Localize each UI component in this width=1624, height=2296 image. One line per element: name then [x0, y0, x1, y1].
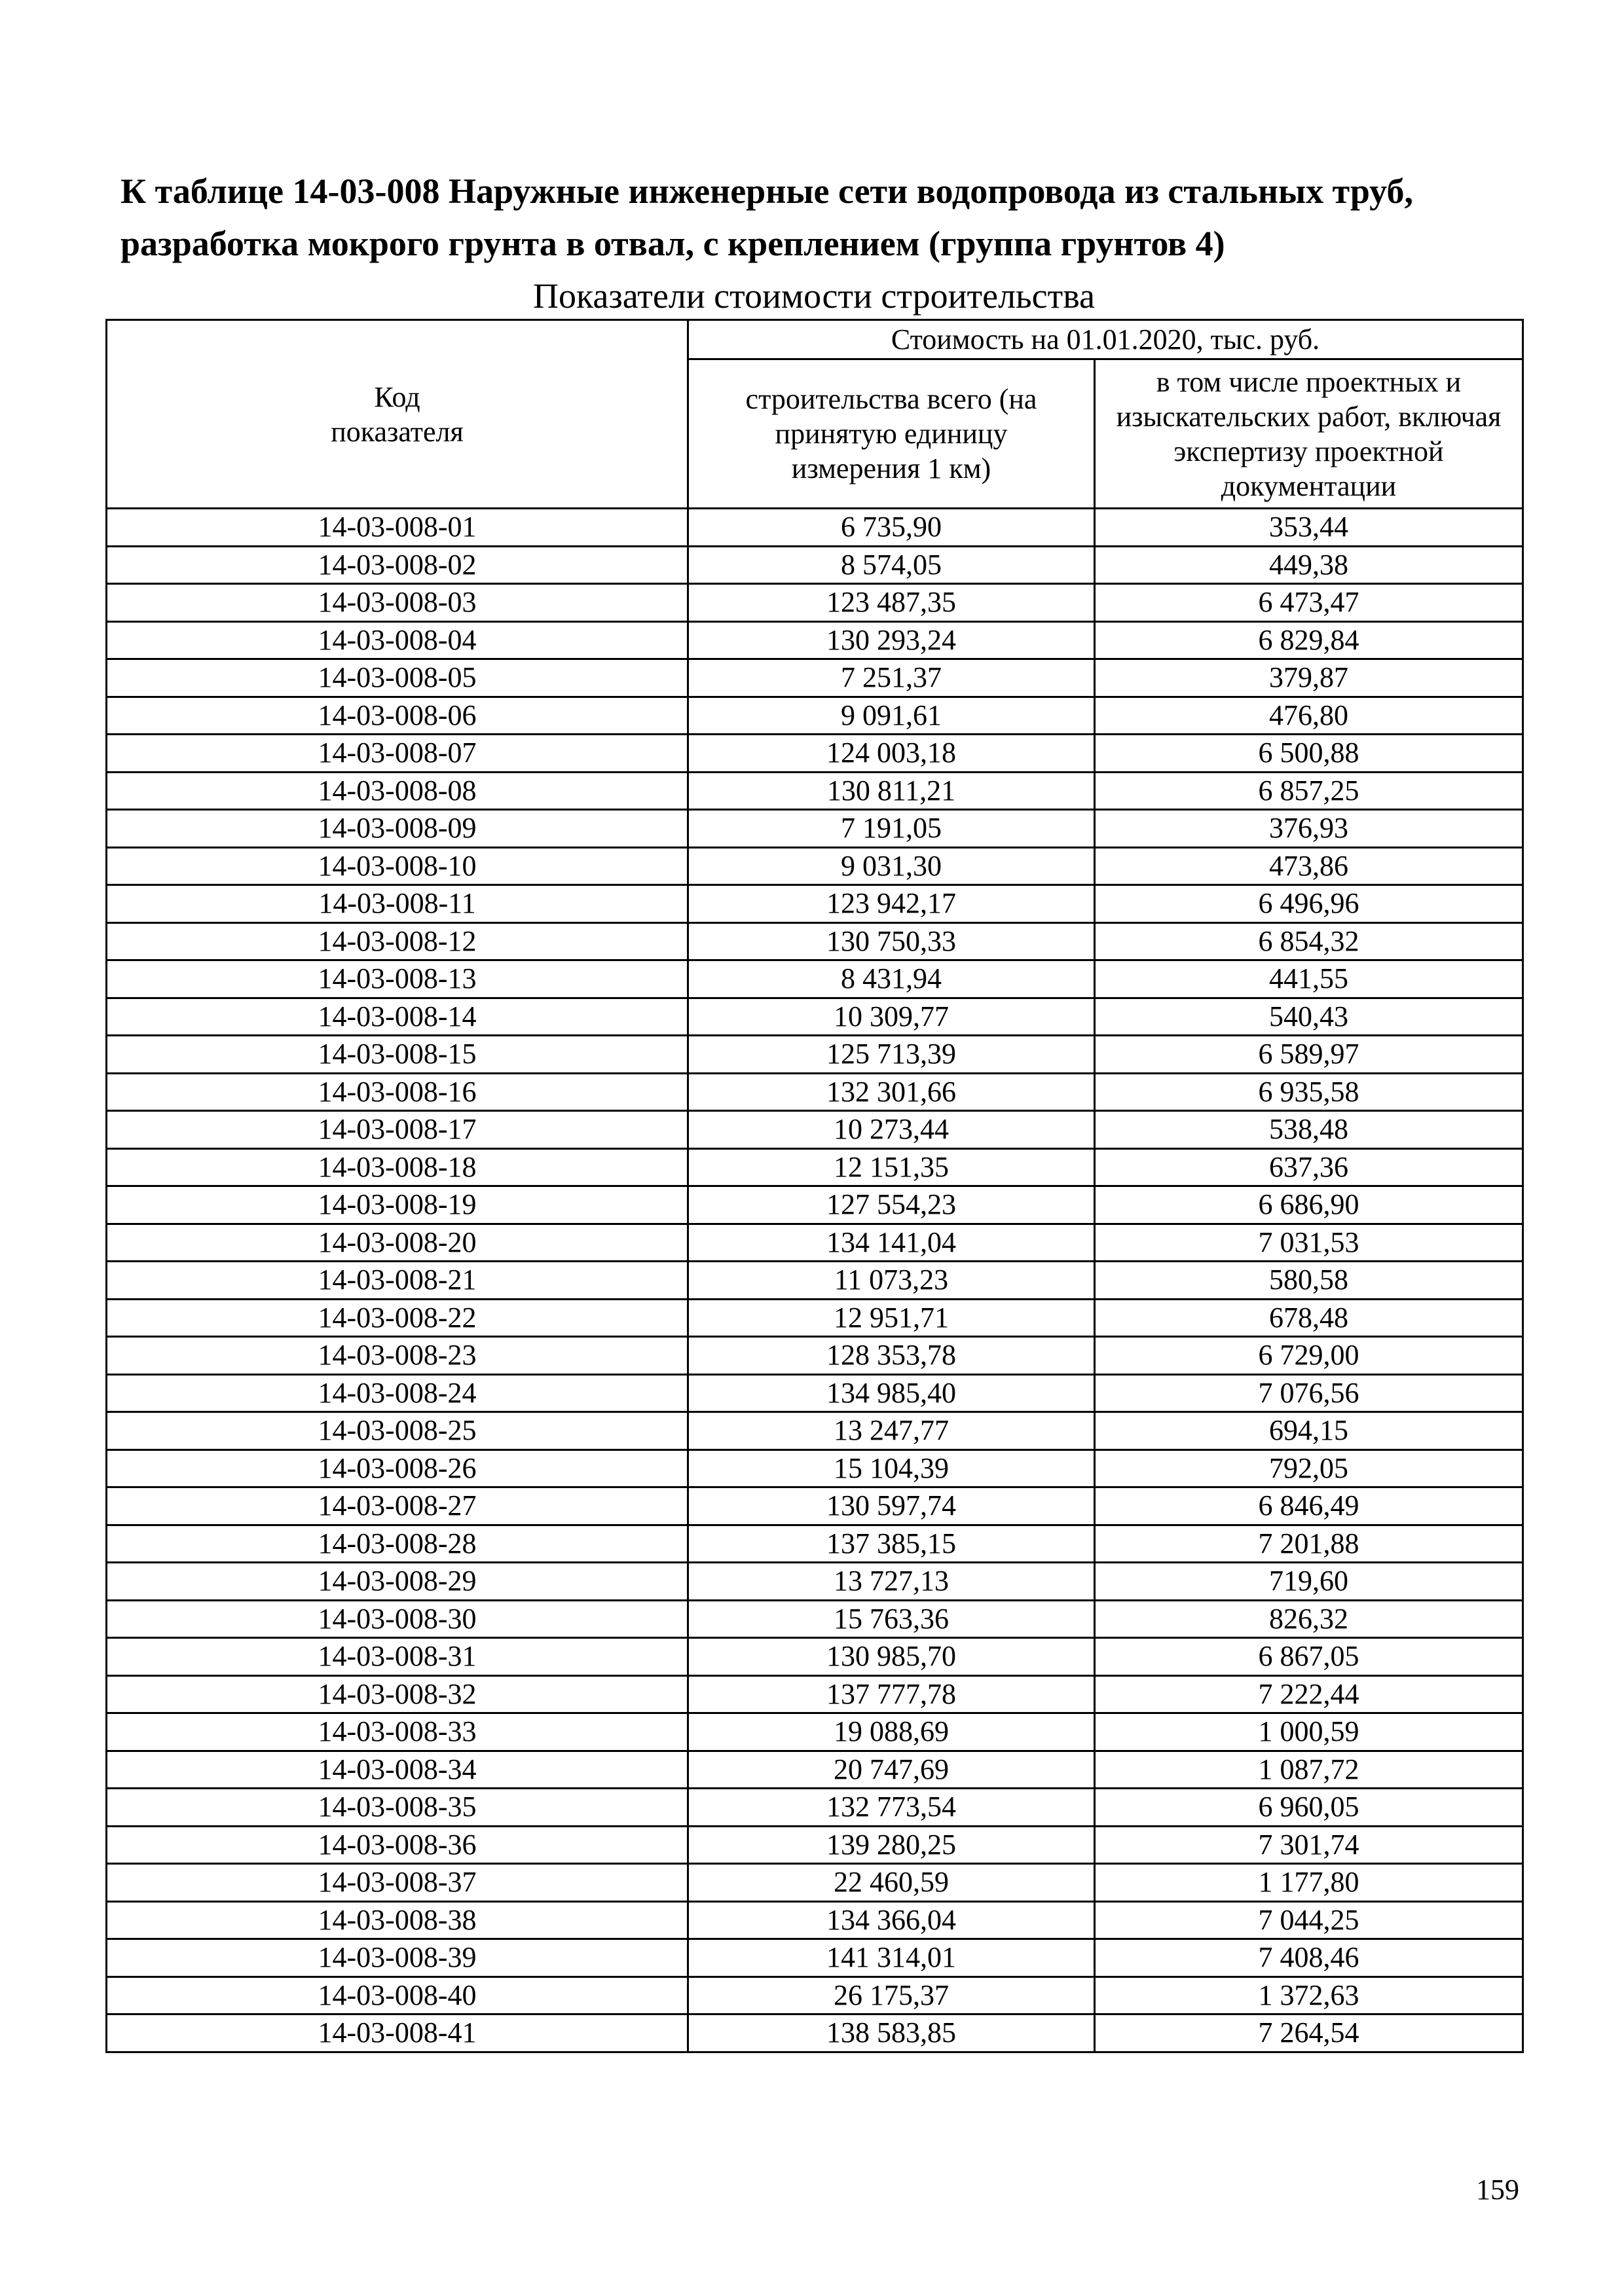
cell-total: 123 487,35	[688, 584, 1095, 622]
table-row	[107, 998, 1523, 1036]
cell-total: 137 385,15	[688, 1525, 1095, 1563]
cell-design: 826,32	[1095, 1600, 1523, 1638]
cell-design: 6 935,58	[1095, 1073, 1523, 1111]
cell-code: 14-03-008-16	[107, 1073, 688, 1111]
cell-design: 1 177,80	[1095, 1864, 1523, 1902]
cell-code: 14-03-008-25	[107, 1412, 688, 1450]
cell-code: 14-03-008-24	[107, 1374, 688, 1412]
header-total	[688, 359, 1095, 509]
cell-total: 6 735,90	[688, 509, 1095, 547]
cell-design: 6 729,00	[1095, 1337, 1523, 1375]
table-row	[107, 1374, 1523, 1412]
cell-total: 130 293,24	[688, 621, 1095, 659]
cell-total: 130 597,74	[688, 1487, 1095, 1525]
table-row	[107, 1675, 1523, 1713]
cell-total: 15 763,36	[688, 1600, 1095, 1638]
cell-code: 14-03-008-08	[107, 772, 688, 810]
cell-code: 14-03-008-22	[107, 1299, 688, 1337]
cell-total: 13 247,77	[688, 1412, 1095, 1450]
table-row	[107, 1713, 1523, 1751]
cell-design: 540,43	[1095, 998, 1523, 1036]
cell-design: 7 408,46	[1095, 1939, 1523, 1977]
table-row	[107, 1262, 1523, 1300]
heading-line-1: К таблице 14-03-008 Наружные инженерные сети водопровода из стальных труб,	[120, 172, 1413, 211]
cell-design: 6 686,90	[1095, 1186, 1523, 1224]
table-row	[107, 1449, 1523, 1487]
cell-total: 132 301,66	[688, 1073, 1095, 1111]
cell-code: 14-03-008-41	[107, 2014, 688, 2052]
cell-code: 14-03-008-40	[107, 1977, 688, 2014]
cell-code: 14-03-008-04	[107, 621, 688, 659]
table-row	[107, 1525, 1523, 1563]
cell-code: 14-03-008-07	[107, 735, 688, 773]
cell-design: 379,87	[1095, 659, 1523, 697]
cell-code: 14-03-008-18	[107, 1148, 688, 1186]
table-row	[107, 1337, 1523, 1375]
cell-code: 14-03-008-34	[107, 1751, 688, 1789]
table-row	[107, 847, 1523, 885]
header-code-label: Код показателя	[331, 380, 464, 448]
cell-design: 6 496,96	[1095, 885, 1523, 923]
cell-code: 14-03-008-06	[107, 697, 688, 735]
table-row	[107, 1563, 1523, 1601]
table-row	[107, 810, 1523, 848]
cell-total: 19 088,69	[688, 1713, 1095, 1751]
cell-code: 14-03-008-13	[107, 960, 688, 998]
cell-total: 134 985,40	[688, 1374, 1095, 1412]
cell-code: 14-03-008-37	[107, 1864, 688, 1902]
cell-total: 10 273,44	[688, 1111, 1095, 1149]
cell-design: 476,80	[1095, 697, 1523, 735]
cell-code: 14-03-008-03	[107, 584, 688, 622]
cell-total: 130 985,70	[688, 1638, 1095, 1676]
cell-code: 14-03-008-39	[107, 1939, 688, 1977]
cell-total: 134 141,04	[688, 1224, 1095, 1262]
table-row	[107, 1638, 1523, 1676]
cell-total: 130 811,21	[688, 772, 1095, 810]
cell-code: 14-03-008-11	[107, 885, 688, 923]
table-row	[107, 2014, 1523, 2052]
table-row	[107, 1036, 1523, 1074]
cell-total: 7 191,05	[688, 810, 1095, 848]
cell-total: 128 353,78	[688, 1337, 1095, 1375]
table-row	[107, 735, 1523, 773]
cell-code: 14-03-008-30	[107, 1600, 688, 1638]
cell-design: 7 222,44	[1095, 1675, 1523, 1713]
cell-code: 14-03-008-27	[107, 1487, 688, 1525]
cell-total: 10 309,77	[688, 998, 1095, 1036]
table-row	[107, 659, 1523, 697]
cell-design: 7 264,54	[1095, 2014, 1523, 2052]
table-row	[107, 697, 1523, 735]
cell-code: 14-03-008-02	[107, 546, 688, 584]
cell-total: 8 431,94	[688, 960, 1095, 998]
cell-design: 6 829,84	[1095, 621, 1523, 659]
cell-design: 6 857,25	[1095, 772, 1523, 810]
table-row	[107, 1826, 1523, 1864]
table-row	[107, 1864, 1523, 1902]
cell-design: 6 473,47	[1095, 584, 1523, 622]
table-row	[107, 885, 1523, 923]
cell-code: 14-03-008-12	[107, 922, 688, 960]
cell-design: 441,55	[1095, 960, 1523, 998]
cell-code: 14-03-008-38	[107, 1901, 688, 1939]
cell-code: 14-03-008-14	[107, 998, 688, 1036]
cell-design: 376,93	[1095, 810, 1523, 848]
table-row	[107, 1073, 1523, 1111]
table-row	[107, 1186, 1523, 1224]
table-row	[107, 1939, 1523, 1977]
cell-code: 14-03-008-17	[107, 1111, 688, 1149]
table-row	[107, 1148, 1523, 1186]
header-code	[107, 320, 688, 509]
table-row	[107, 1977, 1523, 2014]
cell-code: 14-03-008-15	[107, 1036, 688, 1074]
cell-total: 9 031,30	[688, 847, 1095, 885]
cell-total: 138 583,85	[688, 2014, 1095, 2052]
table-body	[107, 509, 1523, 2052]
cell-code: 14-03-008-05	[107, 659, 688, 697]
page-number: 159	[1476, 2174, 1519, 2206]
cell-total: 127 554,23	[688, 1186, 1095, 1224]
cell-design: 353,44	[1095, 509, 1523, 547]
cell-total: 123 942,17	[688, 885, 1095, 923]
table-row	[107, 1111, 1523, 1149]
table-row	[107, 1901, 1523, 1939]
cell-design: 1 372,63	[1095, 1977, 1523, 2014]
cell-code: 14-03-008-20	[107, 1224, 688, 1262]
cell-total: 124 003,18	[688, 735, 1095, 773]
document-heading	[120, 165, 1528, 270]
cell-design: 1 087,72	[1095, 1751, 1523, 1789]
cell-total: 130 750,33	[688, 922, 1095, 960]
table-row	[107, 1789, 1523, 1827]
table-row	[107, 1487, 1523, 1525]
cell-total: 132 773,54	[688, 1789, 1095, 1827]
cell-total: 7 251,37	[688, 659, 1095, 697]
cell-design: 6 500,88	[1095, 735, 1523, 773]
cell-code: 14-03-008-32	[107, 1675, 688, 1713]
cell-design: 473,86	[1095, 847, 1523, 885]
table-row	[107, 1600, 1523, 1638]
cell-design: 6 846,49	[1095, 1487, 1523, 1525]
heading-line-2: разработка мокрого грунта в отвал, с креплением (группа грунтов 4)	[120, 224, 1225, 263]
cell-design: 7 201,88	[1095, 1525, 1523, 1563]
cell-total: 26 175,37	[688, 1977, 1095, 2014]
cell-design: 719,60	[1095, 1563, 1523, 1601]
table-row	[107, 546, 1523, 584]
cell-total: 137 777,78	[688, 1675, 1095, 1713]
cell-design: 7 076,56	[1095, 1374, 1523, 1412]
cell-total: 139 280,25	[688, 1826, 1095, 1864]
cell-code: 14-03-008-21	[107, 1262, 688, 1300]
cell-code: 14-03-008-10	[107, 847, 688, 885]
cell-total: 134 366,04	[688, 1901, 1095, 1939]
cell-code: 14-03-008-26	[107, 1449, 688, 1487]
cell-design: 6 867,05	[1095, 1638, 1523, 1676]
table-row	[107, 960, 1523, 998]
cell-design: 678,48	[1095, 1299, 1523, 1337]
cell-total: 13 727,13	[688, 1563, 1095, 1601]
cell-design: 7 031,53	[1095, 1224, 1523, 1262]
cell-design: 6 589,97	[1095, 1036, 1523, 1074]
cell-design: 637,36	[1095, 1148, 1523, 1186]
cell-design: 538,48	[1095, 1111, 1523, 1149]
cell-design: 6 854,32	[1095, 922, 1523, 960]
table-caption: Показатели стоимости строительства	[532, 276, 1095, 316]
cost-indicators-table	[105, 319, 1524, 2053]
header-design	[1095, 359, 1523, 509]
cell-code: 14-03-008-36	[107, 1826, 688, 1864]
cell-total: 12 951,71	[688, 1299, 1095, 1337]
cell-total: 22 460,59	[688, 1864, 1095, 1902]
cell-total: 125 713,39	[688, 1036, 1095, 1074]
table-row	[107, 1224, 1523, 1262]
table-row	[107, 509, 1523, 547]
cell-total: 12 151,35	[688, 1148, 1095, 1186]
cell-total: 9 091,61	[688, 697, 1095, 735]
header-cost-group: Стоимость на 01.01.2020, тыс. руб.	[688, 320, 1523, 359]
cell-design: 6 960,05	[1095, 1789, 1523, 1827]
cell-code: 14-03-008-29	[107, 1563, 688, 1601]
table-row	[107, 1412, 1523, 1450]
header-design-label: в том числе проектных и изыскательских работ, включая экспертизу проектной документации	[1116, 365, 1502, 502]
cell-total: 141 314,01	[688, 1939, 1095, 1977]
cell-design: 580,58	[1095, 1262, 1523, 1300]
cell-total: 11 073,23	[688, 1262, 1095, 1300]
cell-total: 20 747,69	[688, 1751, 1095, 1789]
cell-code: 14-03-008-35	[107, 1789, 688, 1827]
header-total-label: строительства всего (на принятую единицу измерения 1 км)	[745, 383, 1037, 484]
cell-design: 694,15	[1095, 1412, 1523, 1450]
cell-design: 7 301,74	[1095, 1826, 1523, 1864]
table-row	[107, 1299, 1523, 1337]
cell-code: 14-03-008-23	[107, 1337, 688, 1375]
cell-total: 15 104,39	[688, 1449, 1095, 1487]
cell-total: 8 574,05	[688, 546, 1095, 584]
cell-design: 1 000,59	[1095, 1713, 1523, 1751]
table-header-row	[107, 320, 1523, 359]
cell-code: 14-03-008-09	[107, 810, 688, 848]
cell-code: 14-03-008-31	[107, 1638, 688, 1676]
cell-design: 7 044,25	[1095, 1901, 1523, 1939]
table-row	[107, 584, 1523, 622]
cell-code: 14-03-008-33	[107, 1713, 688, 1751]
cell-code: 14-03-008-01	[107, 509, 688, 547]
cell-design: 792,05	[1095, 1449, 1523, 1487]
cell-code: 14-03-008-28	[107, 1525, 688, 1563]
table-row	[107, 621, 1523, 659]
cell-code: 14-03-008-19	[107, 1186, 688, 1224]
cell-design: 449,38	[1095, 546, 1523, 584]
table-row	[107, 772, 1523, 810]
table-row	[107, 922, 1523, 960]
table-row	[107, 1751, 1523, 1789]
